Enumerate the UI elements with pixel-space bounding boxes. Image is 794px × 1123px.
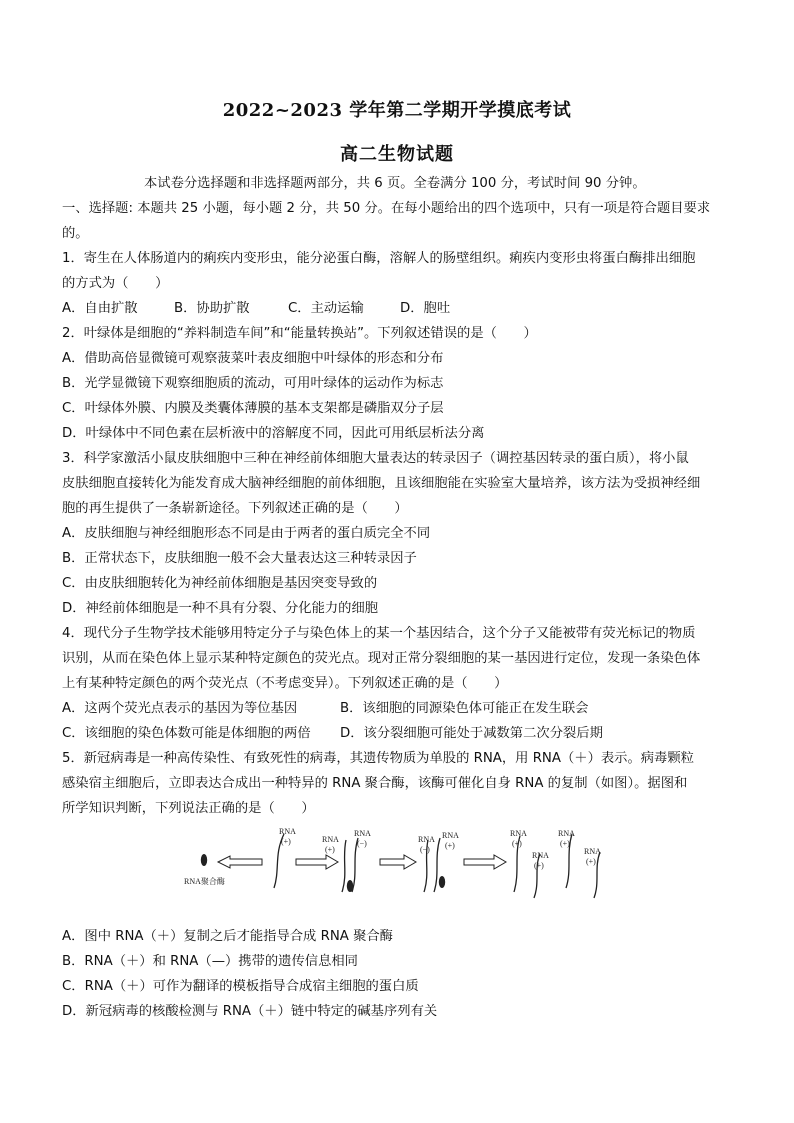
q1-option-a: A．自由扩散 [62, 301, 138, 316]
section-heading-line1: 一、选择题: 本题共 25 小题，每小题 2 分，共 50 分。在每小题给出的四个选项中，只有一项是符合题目要求 [62, 201, 711, 216]
q1-option-d: D．胞吐 [400, 301, 451, 316]
rna-label-3: RNA [418, 835, 435, 844]
q4-option-c: C．该细胞的染色体数可能是体细胞的两倍 [62, 726, 311, 741]
replication-arrow-2 [380, 855, 416, 869]
q2-option-c: C．叶绿体外膜、内膜及类囊体薄膜的基本支架都是磷脂双分子层 [62, 401, 444, 416]
q1-option-c: C．主动运输 [288, 301, 364, 316]
rna-label-7: RNA [584, 847, 601, 856]
rna-label-4: RNA [510, 829, 527, 838]
replication-arrow-1 [296, 855, 338, 869]
q4-stem-line2: 识别，从而在染色体上显示某种特定颜色的荧光点。现对正常分裂细胞的某一基因进行定位，发现一条染色体 [62, 651, 701, 666]
q1-option-b: B．协助扩散 [174, 301, 250, 316]
q4-option-b: B．该细胞的同源染色体可能正在发生联会 [340, 701, 589, 716]
q1-stem-line1: 1．寄生在人体肠道内的痢疾内变形虫，能分泌蛋白酶，溶解人的肠壁组织。痢疾内变形虫将蛋白酶排出细胞 [62, 251, 696, 266]
polymerase-on-strand-3 [439, 876, 445, 888]
rna-label-2: RNA [322, 835, 339, 844]
q5-option-d: D．新冠病毒的核酸检测与 RNA（＋）链中特定的碱基序列有关 [62, 1004, 438, 1019]
q3-stem-line2: 皮肤细胞直接转化为能发育成大脑神经细胞的前体细胞，且该细胞能在实验室大量培养，该方法为受损神经细 [62, 476, 701, 491]
q5-stem-line3: 所学知识判断，下列说法正确的是（ ） [62, 801, 315, 816]
replication-arrow-3 [464, 855, 506, 869]
q4-stem-line1: 4．现代分子生物学技术能够用特定分子与染色体上的某一个基因结合，这个分子又能被带有荧光标记的物质 [62, 626, 696, 641]
minus-label-2: (−) [357, 839, 367, 848]
q4-option-d: D．该分裂细胞可能处于减数第二次分裂后期 [340, 726, 603, 741]
rna-label-2b: RNA [354, 829, 371, 838]
q4-option-a: A．这两个荧光点表示的基因为等位基因 [62, 701, 298, 716]
plus-label-2: (+) [325, 845, 335, 854]
q5-stem-line1: 5．新冠病毒是一种高传染性、有致死性的病毒，其遗传物质为单股的 RNA，用 RNA（＋）表示。病毒颗粒 [62, 751, 694, 766]
minus-label-3: (−) [420, 845, 430, 854]
rna-polymerase-blob [201, 854, 207, 866]
rna-label-5: RNA [532, 851, 549, 860]
q5-option-b: B．RNA（＋）和 RNA（—）携带的遗传信息相同 [62, 954, 358, 969]
q3-option-c: C．由皮肤细胞转化为神经前体细胞是基因突变导致的 [62, 576, 378, 591]
q4-options-row1 [62, 700, 742, 718]
rna-label-3b: RNA [442, 831, 459, 840]
q4-options-row2 [62, 725, 742, 743]
plus-label-3: (+) [445, 841, 455, 850]
q3-stem-line3: 胞的再生提供了一条崭新途径。下列叙述正确的是（ ） [62, 501, 408, 516]
exam-title: 2022~2023 学年第二学期开学摸底考试 [222, 100, 572, 121]
q3-option-a: A．皮肤细胞与神经细胞形态不同是由于两者的蛋白质完全不同 [62, 526, 431, 541]
q1-options [62, 300, 742, 318]
plus-label-5: (+) [534, 861, 544, 870]
q5-stem-line2: 感染宿主细胞后，立即表达合成出一种特异的 RNA 聚合酶，该酶可催化自身 RNA 的复制（如图）。据图和 [62, 776, 688, 791]
polymerase-on-strand-2 [347, 880, 353, 892]
q1-stem-line2: 的方式为（ ） [62, 276, 169, 291]
q3-option-d: D．神经前体细胞是一种不具有分裂、分化能力的细胞 [62, 601, 379, 616]
plus-label-4: (+) [512, 839, 522, 848]
q2-option-d: D．叶绿体中不同色素在层析液中的溶解度不同，因此可用纸层析法分离 [62, 426, 485, 441]
q5-option-a: A．图中 RNA（＋）复制之后才能指导合成 RNA 聚合酶 [62, 929, 393, 944]
rna-label-6: RNA [558, 829, 575, 838]
q2-stem: 2．叶绿体是细胞的“养料制造车间”和“能量转换站”。下列叙述错误的是（ ） [62, 326, 537, 341]
plus-label-1: (+) [281, 837, 291, 846]
q2-option-a: A．借助高倍显微镜可观察菠菜叶表皮细胞中叶绿体的形态和分布 [62, 351, 444, 366]
exam-subtitle: 高二生物试题 [340, 144, 454, 165]
q4-stem-line3: 上有某种特定颜色的两个荧光点（不考虑变异）。下列叙述正确的是（ ） [62, 676, 508, 691]
enzyme-label: RNA聚合酶 [184, 877, 225, 886]
q3-stem-line1: 3．科学家激活小鼠皮肤细胞中三种在神经前体细胞大量表达的转录因子（调控基因转录的蛋白质），将小鼠 [62, 451, 689, 466]
rna-replication-diagram [180, 826, 620, 912]
translation-arrow [218, 856, 262, 868]
intro-text: 本试卷分选择题和非选择题两部分，共 6 页。全卷满分 100 分，考试时间 90 分钟。 [144, 176, 646, 191]
section-heading-line2: 的。 [62, 226, 89, 241]
q3-option-b: B．正常状态下，皮肤细胞一般不会大量表达这三种转录因子 [62, 551, 417, 566]
plus-label-7: (+) [586, 857, 596, 866]
plus-label-6: (+) [560, 839, 570, 848]
rna-plus-strand-2 [342, 840, 346, 892]
rna-label-1: RNA [279, 827, 296, 836]
q2-option-b: B．光学显微镜下观察细胞质的流动，可用叶绿体的运动作为标志 [62, 376, 444, 391]
q5-option-c: C．RNA（＋）可作为翻译的模板指导合成宿主细胞的蛋白质 [62, 979, 419, 994]
